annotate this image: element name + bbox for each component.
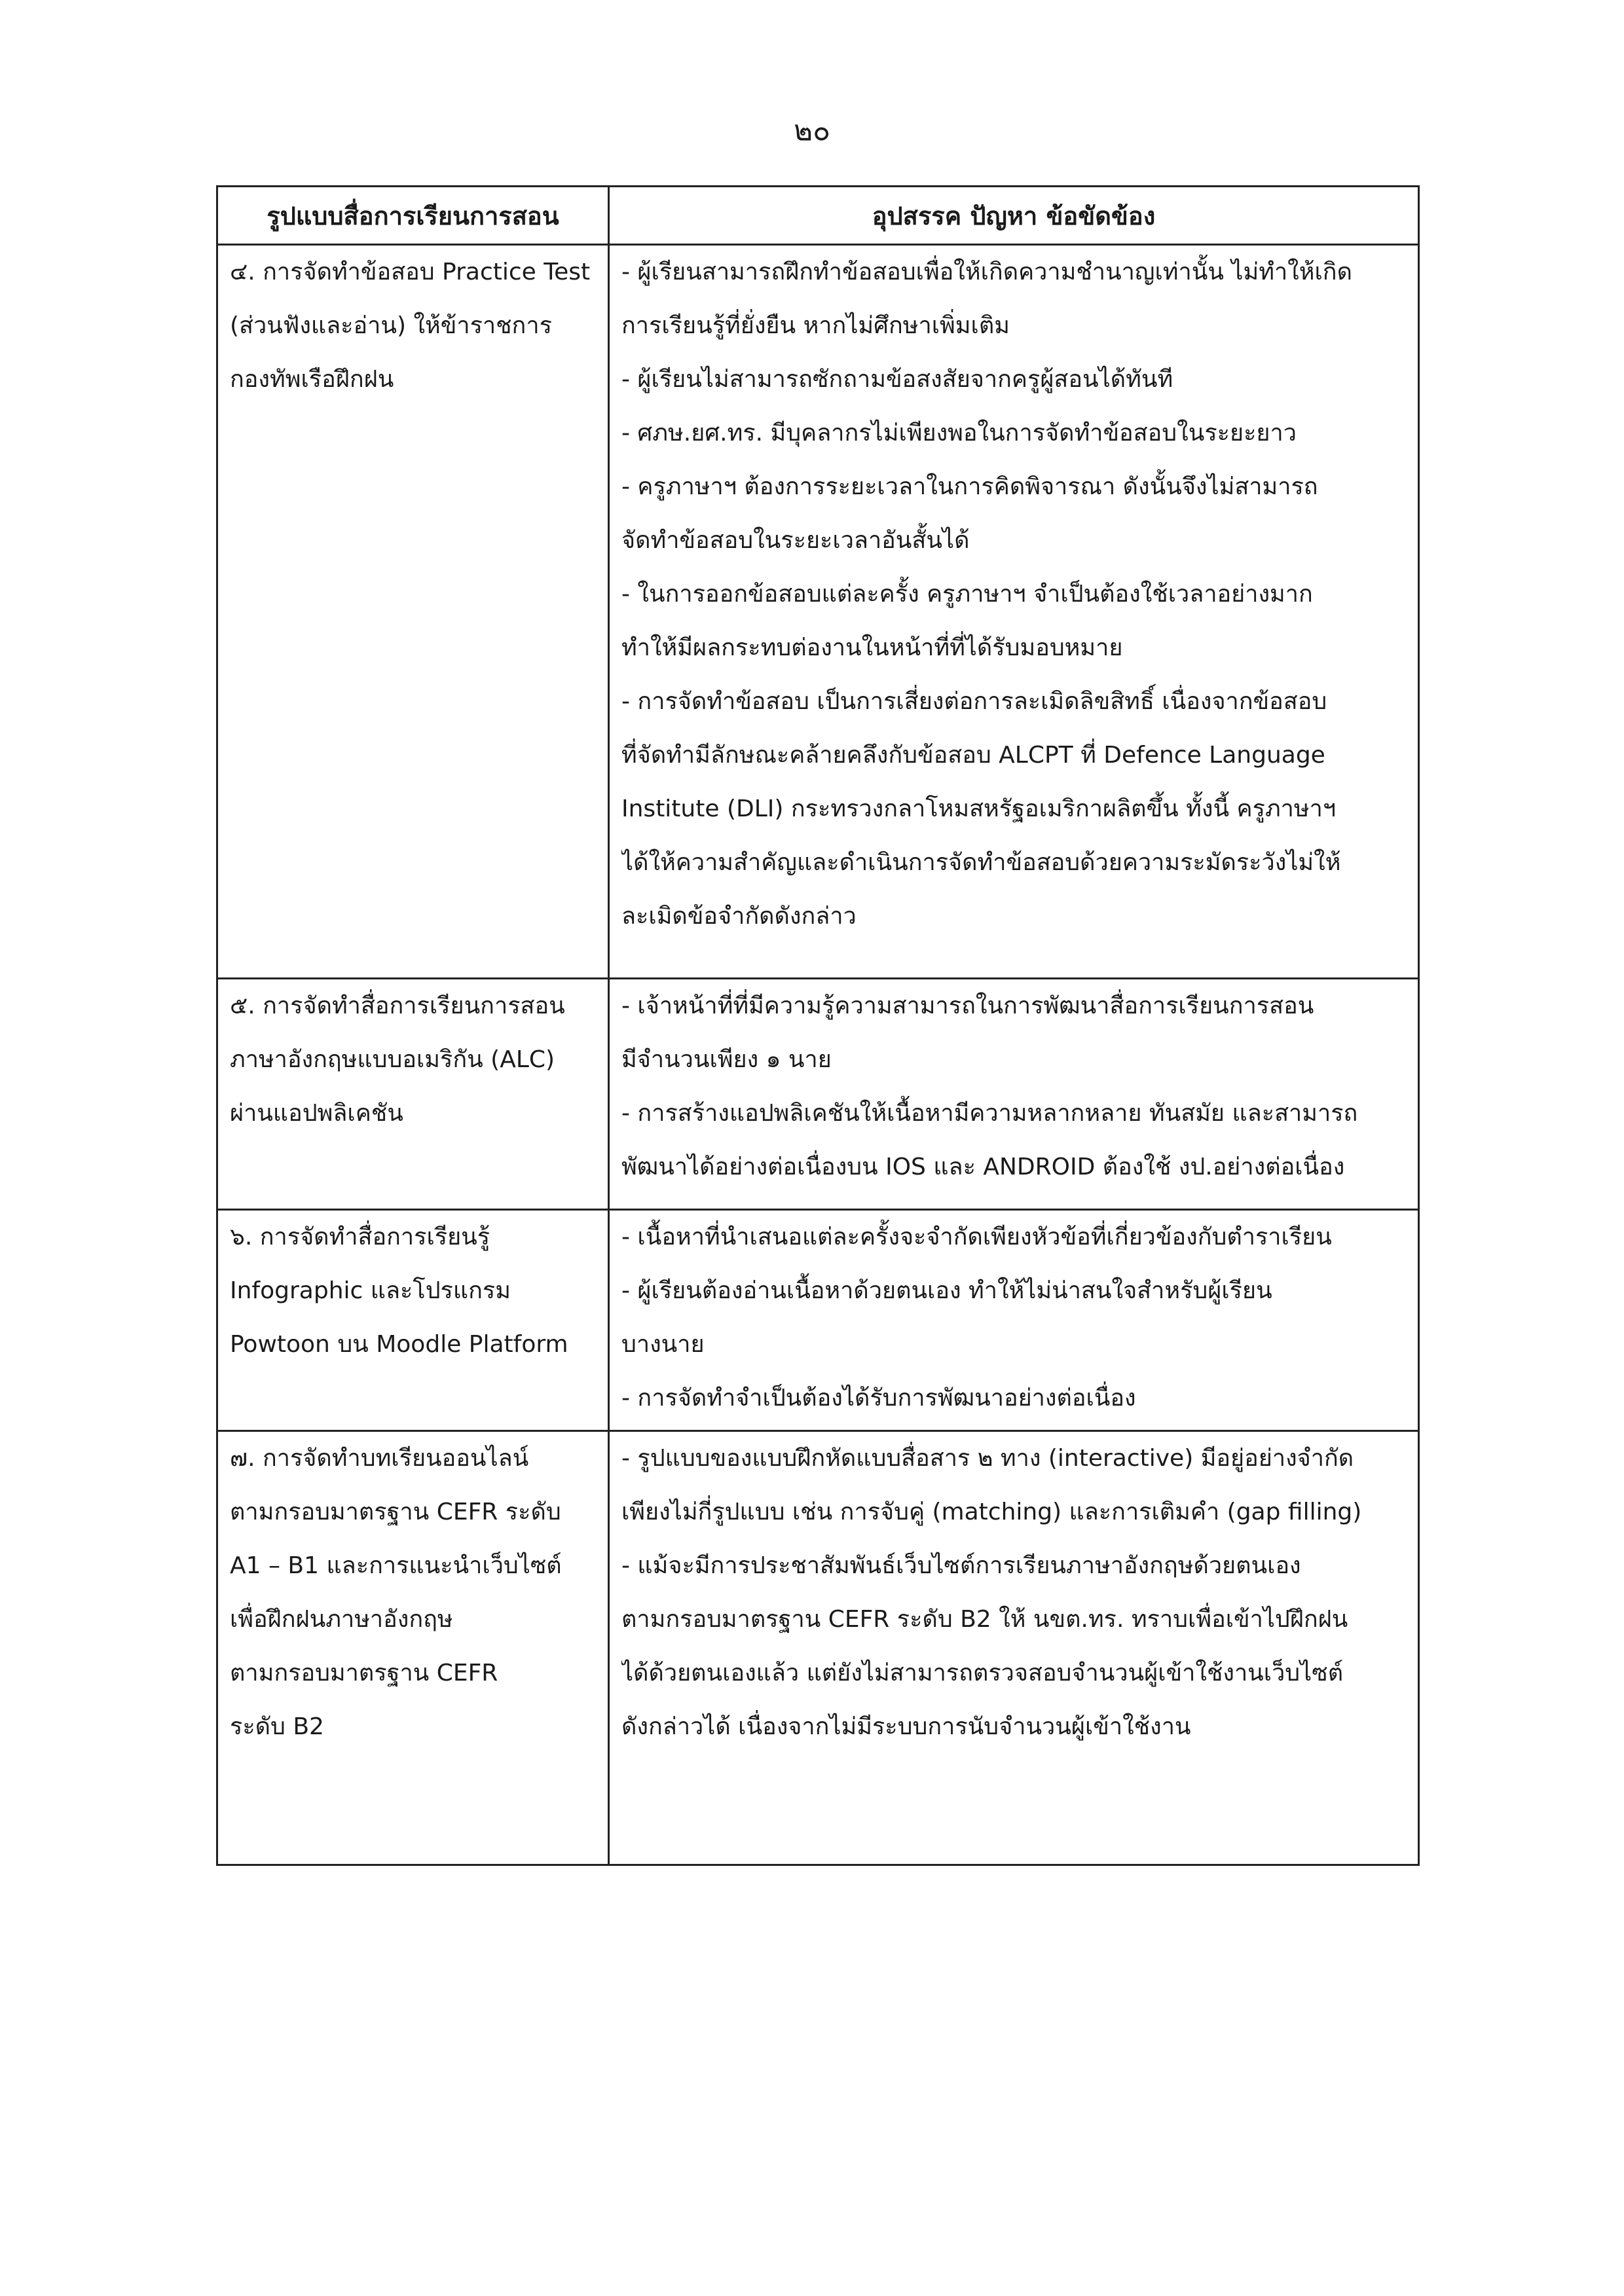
obstacles-cell: [609, 979, 1419, 1210]
media-line: เพื่อฝึกฝนภาษาอังกฤษ: [230, 1606, 453, 1633]
obstacles-table: [216, 185, 1420, 1866]
media-line: ภาษาอังกฤษแบบอเมริกัน (ALC): [230, 1046, 555, 1073]
obstacle-line: บางนาย: [621, 1331, 705, 1358]
media-line: ๕. การจัดทำสื่อการเรียนการสอน: [230, 993, 565, 1019]
obstacle-line: พัฒนาได้อย่างต่อเนื่องบน IOS และ ANDROID ต้องใช้ งป.อย่างต่อเนื่อง: [621, 1154, 1345, 1180]
media-type-cell: [217, 1431, 609, 1865]
media-line: (ส่วนฟังและอ่าน) ให้ข้าราชการ: [230, 312, 552, 339]
media-line: ผ่านแอปพลิเคชัน: [230, 1100, 403, 1127]
obstacle-line: Institute (DLI) กระทรวงกลาโหมสหรัฐอเมริกาผลิตขึ้น ทั้งนี้ ครูภาษาฯ: [621, 795, 1337, 822]
obstacle-line: ตามกรอบมาตรฐาน CEFR ระดับ B2 ให้ นขต.ทร. ทราบเพื่อเข้าไปฝึกฝน: [621, 1606, 1348, 1633]
table-row: [217, 1210, 1419, 1431]
table-row: [217, 979, 1419, 1210]
obstacle-line: - เนื้อหาที่นำเสนอแต่ละครั้งจะจำกัดเพียงหัวข้อที่เกี่ยวข้องกับตำราเรียน: [621, 1224, 1332, 1250]
media-line: ๗. การจัดทำบทเรียนออนไลน์: [230, 1445, 529, 1472]
media-line: ตามกรอบมาตรฐาน CEFR ระดับ: [230, 1499, 561, 1525]
table-header-row: [217, 187, 1419, 245]
obstacle-line: - ในการออกข้อสอบแต่ละครั้ง ครูภาษาฯ จำเป็นต้องใช้เวลาอย่างมาก: [621, 581, 1313, 608]
obstacle-line: ได้ด้วยตนเองแล้ว แต่ยังไม่สามารถตรวจสอบจำนวนผู้เข้าใช้งานเว็บไซต์: [621, 1660, 1344, 1686]
table-row: [217, 1431, 1419, 1865]
media-type-cell: [217, 245, 609, 979]
obstacle-line: ละเมิดข้อจำกัดดังกล่าว: [621, 903, 857, 930]
media-type-cell: [217, 979, 609, 1210]
obstacle-line: ได้ให้ความสำคัญและดำเนินการจัดทำข้อสอบด้วยความระมัดระวังไม่ให้: [621, 849, 1341, 876]
media-line: Infographic และโปรแกรม: [230, 1277, 511, 1304]
obstacle-line: ที่จัดทำมีลักษณะคล้ายคลึงกับข้อสอบ ALCPT ที่ Defence Language: [621, 742, 1325, 769]
obstacle-line: - ศภษ.ยศ.ทร. มีบุคลากรไม่เพียงพอในการจัดทำข้อสอบในระยะยาว: [621, 420, 1297, 446]
media-line: ๖. การจัดทำสื่อการเรียนรู้: [230, 1224, 490, 1250]
obstacle-line: จัดทำข้อสอบในระยะเวลาอันสั้นได้: [621, 527, 970, 554]
obstacle-line: - การจัดทำข้อสอบ เป็นการเสี่ยงต่อการละเมิดลิขสิทธิ์ เนื่องจากข้อสอบ: [621, 688, 1327, 715]
obstacle-line: - การสร้างแอปพลิเคชันให้เนื้อหามีความหลากหลาย ทันสมัย และสามารถ: [621, 1100, 1358, 1127]
obstacle-line: - เจ้าหน้าที่ที่มีความรู้ความสามารถในการพัฒนาสื่อการเรียนการสอน: [621, 993, 1314, 1019]
obstacle-line: ทำให้มีผลกระทบต่องานในหน้าที่ที่ได้รับมอบหมาย: [621, 634, 1123, 661]
obstacle-line: - การจัดทำจำเป็นต้องได้รับการพัฒนาอย่างต่อเนื่อง: [621, 1385, 1136, 1412]
obstacle-line: มีจำนวนเพียง ๑ นาย: [621, 1046, 832, 1073]
obstacle-line: เพียงไม่กี่รูปแบบ เช่น การจับคู่ (matching) และการเติมคำ (gap filling): [621, 1499, 1362, 1525]
table-row: [217, 245, 1419, 979]
media-line: ๔. การจัดทำข้อสอบ Practice Test: [230, 259, 591, 285]
obstacles-cell: [609, 1431, 1419, 1865]
media-line: ตามกรอบมาตรฐาน CEFR: [230, 1660, 498, 1686]
obstacle-line: การเรียนรู้ที่ยั่งยืน หากไม่ศึกษาเพิ่มเติม: [621, 312, 1010, 339]
media-line: A1 – B1 และการแนะนำเว็บไซต์: [230, 1552, 562, 1579]
obstacle-line: - แม้จะมีการประชาสัมพันธ์เว็บไซต์การเรียนภาษาอังกฤษด้วยตนเอง: [621, 1552, 1301, 1579]
obstacles-cell: [609, 1210, 1419, 1431]
header-obstacles: อุปสรรค ปัญหา ข้อขัดข้อง: [609, 187, 1419, 245]
obstacles-cell: [609, 245, 1419, 979]
media-line: Powtoon บน Moodle Platform: [230, 1331, 568, 1358]
media-line: ระดับ B2: [230, 1713, 324, 1740]
header-media-type: รูปแบบสื่อการเรียนการสอน: [217, 187, 609, 245]
obstacle-line: - ผู้เรียนต้องอ่านเนื้อหาด้วยตนเอง ทำให้ไม่น่าสนใจสำหรับผู้เรียน: [621, 1277, 1272, 1304]
media-type-cell: [217, 1210, 609, 1431]
media-line: กองทัพเรือฝึกฝน: [230, 366, 394, 393]
obstacle-line: - รูปแบบของแบบฝึกหัดแบบสื่อสาร ๒ ทาง (interactive) มีอยู่อย่างจำกัด: [621, 1445, 1354, 1472]
obstacle-line: - ครูภาษาฯ ต้องการระยะเวลาในการคิดพิจารณา ดังนั้นจึงไม่สามารถ: [621, 473, 1318, 500]
obstacle-line: ดังกล่าวได้ เนื่องจากไม่มีระบบการนับจำนวนผู้เข้าใช้งาน: [621, 1713, 1191, 1740]
obstacle-line: - ผู้เรียนไม่สามารถซักถามข้อสงสัยจากครูผู้สอนได้ทันที: [621, 366, 1173, 393]
obstacle-line: - ผู้เรียนสามารถฝึกทำข้อสอบเพื่อให้เกิดความชำนาญเท่านั้น ไม่ทำให้เกิด: [621, 259, 1352, 285]
page-number: ๒๐: [794, 114, 830, 147]
